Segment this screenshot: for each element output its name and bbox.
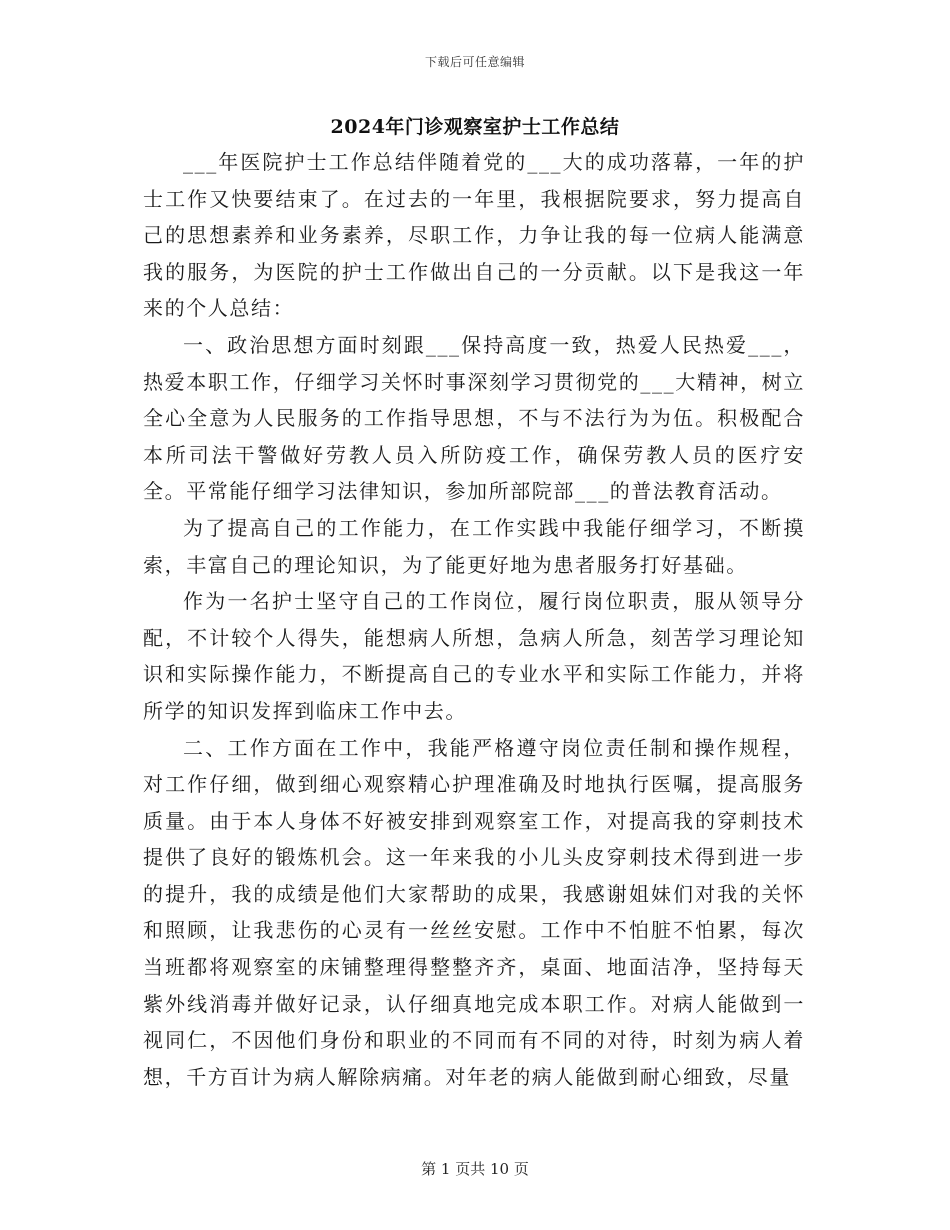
- document-title: 2024年门诊观察室护士工作总结: [330, 116, 620, 138]
- paragraph-ability: 为了提高自己的工作能力，在工作实践中我能仔细学习，不断摸索，丰富自己的理论知识，为了能更好地为患者服务打好基础。: [143, 515, 805, 577]
- paragraph-work: 二、工作方面在工作中，我能严格遵守岗位责任制和操作规程，对工作仔细，做到细心观察精心护理准确及时地执行医嘱，提高服务质量。由于本人身体不好被安排到观察室工作，对提高我的穿刺技术提供了良好的锻炼机会。这一年来我的小儿头皮穿刺技术得到进一步的提升，我的成绩是他们大家帮助的成果，我感谢姐妹们对我的关怀和照顾，让我悲伤的心灵有一丝丝安慰。工作中不怕脏不怕累，每次当班都将观察室的床铺整理得整整齐齐，桌面、地面洁净，坚持每天紫外线消毒并做好记录，认仔细真地完成本职工作。对病人能做到一视同仁，不因他们身份和职业的不同而有不同的对待，时刻为病人着想，千方百计为病人解除病痛。对年老的病人能做到耐心细致，尽量: [143, 735, 805, 1089]
- document-body: [143, 144, 805, 1095]
- paragraph-intro: ___年医院护士工作总结伴随着党的___大的成功落幕，一年的护士工作又快要结束了。在过去的一年里，我根据院要求，努力提高自己的思想素养和业务素养，尽职工作，力争让我的每一位病人能满意我的服务，为医院的护士工作做出自己的一分贡献。以下是我这一年来的个人总结：: [143, 150, 805, 321]
- paragraph-political: 一、政治思想方面时刻跟___保持高度一致，热爱人民热爱___，热爱本职工作，仔细学习关怀时事深刻学习贯彻党的___大精神，树立全心全意为人民服务的工作指导思想，不与不法行为为伍。积极配合本所司法干警做好劳教人员入所防疫工作，确保劳教人员的医疗安全。平常能仔细学习法律知识，参加所部院部___的普法教育活动。: [143, 332, 805, 504]
- paragraph-duty: 作为一名护士坚守自己的工作岗位，履行岗位职责，服从领导分配，不计较个人得失，能想病人所想，急病人所急，刻苦学习理论知识和实际操作能力，不断提高自己的专业水平和实际工作能力，并将所学的知识发挥到临床工作中去。: [143, 589, 805, 723]
- header-note: 下载后可任意编辑: [424, 55, 525, 69]
- page-number-footer: 第 1 页共 10 页: [421, 1160, 529, 1178]
